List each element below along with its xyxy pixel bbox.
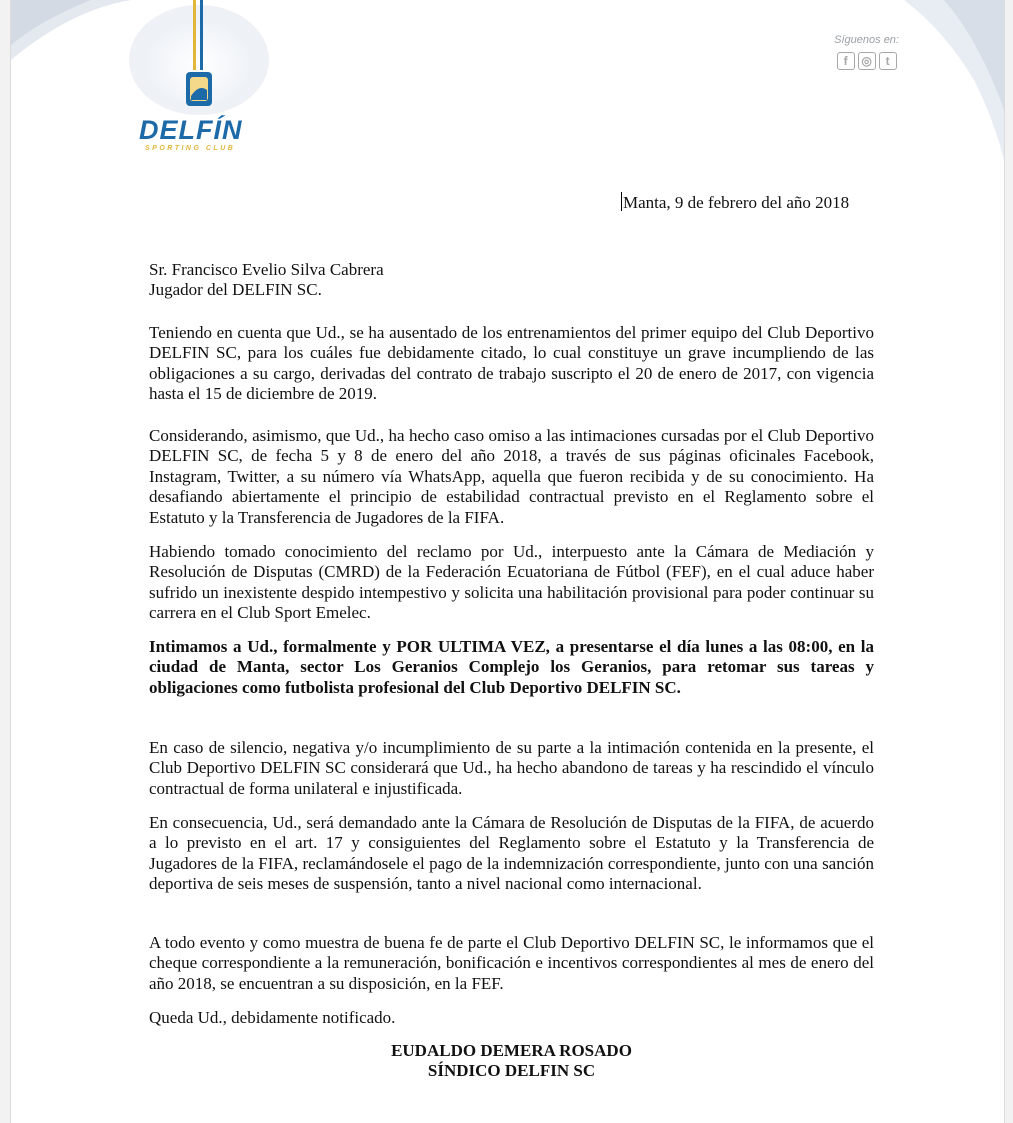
decorative-corner-left	[11, 0, 131, 60]
instagram-icon[interactable]: ◎	[858, 52, 876, 70]
brand-name: DELFÍN	[139, 115, 243, 145]
signature-name: EUDALDO DEMERA ROSADO	[391, 1041, 632, 1060]
paragraph-claim: Habiendo tomado conocimiento del reclamo por Ud., interpuesto ante la Cámara de Mediación y Resolución de Disputas (CMRD) de la Federación Ecuatoriana de Fútbol (FEF), en el cual aduce haber sufrido un inexistente despido intempestivo y solicita una habilitación provisional para poder continuar su carrera en el Club Sport Emelec.	[149, 542, 874, 623]
twitter-icon[interactable]: t	[879, 52, 897, 70]
social-follow	[834, 34, 899, 70]
facebook-icon[interactable]: f	[837, 52, 855, 70]
signature-title: SÍNDICO DELFIN SC	[427, 1061, 596, 1080]
letter-date	[621, 192, 849, 213]
paragraph-absence: Teniendo en cuenta que Ud., se ha ausentado de los entrenamientos del primer equipo del Club Deportivo DELFIN SC, para los cuáles fue debidamente citado, lo cual constituye un grave incumpliendo de las obligaciones a su cargo, derivadas del contrato de trabajo suscripto el 20 de enero de 2017, con vigencia hasta el 15 de diciembre de 2019.	[149, 323, 874, 404]
paragraph-summons: Intimamos a Ud., formalmente y POR ULTIMA VEZ, a presentarse el día lunes a las 08:00, en la ciudad de Manta, sector Los Geranios Complejo los Geranios, para retomar sus tareas y obligaciones como futbolista profesional del Club Deportivo DELFIN SC.	[149, 637, 874, 697]
decorative-corner-right	[904, 0, 1004, 160]
addressee-role: Jugador del DELFIN SC.	[149, 280, 322, 300]
follow-label: Síguenos en:	[834, 34, 899, 46]
club-crest-icon	[129, 0, 269, 115]
date-text: Manta, 9 de febrero del año 2018	[623, 193, 850, 212]
text-cursor	[621, 192, 622, 211]
paragraph-consequence: En consecuencia, Ud., será demandado ante la Cámara de Resolución de Disputas de la FIFA, de acuerdo a lo previsto en el art. 17 y consiguientes del Reglamento sobre el Estatuto y la Transferencia de Jugadores de la FIFA, reclamándosele el pago de la indemnización correspondiente, junto con una sanción deportiva de seis meses de suspensión, tanto a nivel nacional como internacional.	[149, 813, 874, 894]
paragraph-notified: Queda Ud., debidamente notificado.	[149, 1008, 396, 1027]
paragraph-good-faith: A todo evento y como muestra de buena fe de parte el Club Deportivo DELFIN SC, le informamos que el cheque correspondiente a la remuneración, bonificación e incentivos correspondientes al mes de enero del año 2018, se encuentran a su disposición, en la FEF.	[149, 933, 874, 993]
addressee-name: Sr. Francisco Evelio Silva Cabrera	[149, 260, 384, 279]
paragraph-omission: Considerando, asimismo, que Ud., ha hecho caso omiso a las intimaciones cursadas por el Club Deportivo DELFIN SC, de fecha 5 y 8 de enero del año 2018, a través de sus páginas oficinales Facebook, Instagram, Twitter, a su número vía WhatsApp, aquella que fueron recibida y de su conocimiento. Ha desafiando abiertamente el principio de estabilidad contractual previsto en el Reglamento sobre el Estatuto y la Transferencia de Jugadores de la FIFA.	[149, 426, 874, 527]
brand-subtitle: SPORTING CLUB	[145, 145, 236, 152]
addressee-block	[149, 260, 874, 301]
club-logo	[129, 0, 269, 160]
letter-page	[10, 0, 1005, 1123]
paragraph-silence: En caso de silencio, negativa y/o incumplimiento de su parte a la intimación contenida en la presente, el Club Deportivo DELFIN SC considerará que Ud., ha hecho abandono de tareas y ha rescindido el vínculo contractual de forma unilateral e injustificada.	[149, 738, 874, 798]
